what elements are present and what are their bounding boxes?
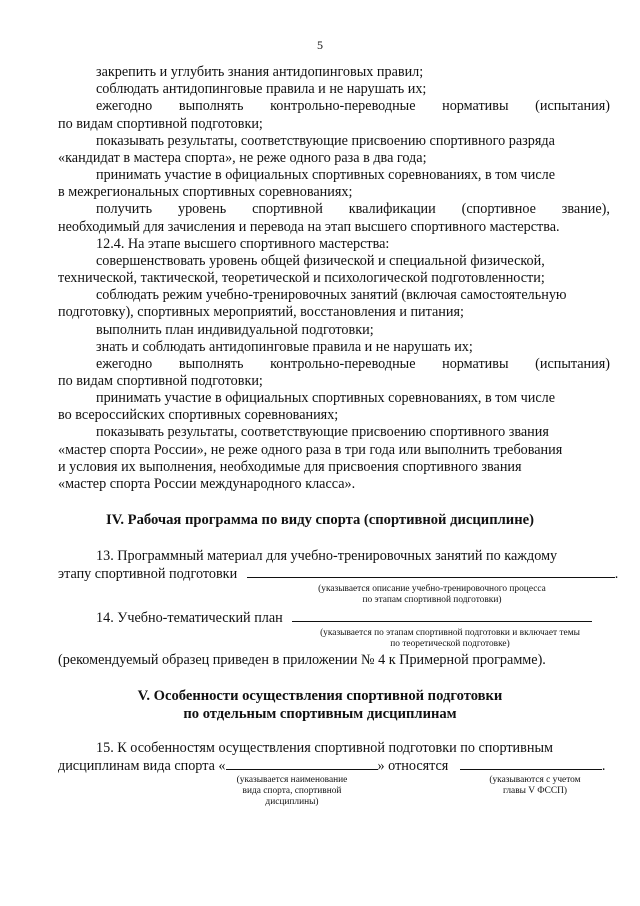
text-line: показывать результаты, соответствующие присвоению спортивного разряда: [96, 133, 555, 149]
note-line: по этапам спортивной подготовки): [362, 595, 502, 605]
text-line: знать и соблюдать антидопинговые правила и не нарушать их;: [96, 339, 473, 355]
text-line: принимать участие в официальных спортивных соревнованиях, в том числе: [96, 390, 556, 406]
fill-in-line: [292, 609, 592, 622]
text: » относятся: [377, 758, 449, 774]
text: 14. Учебно-тематический план: [96, 610, 283, 626]
text-line: [96, 609, 592, 627]
fill-in-line: [460, 757, 602, 770]
word: ежегодно: [96, 98, 153, 114]
text-line: по видам спортивной подготовки;: [58, 116, 263, 132]
footnote-hint: [290, 628, 610, 650]
note-line: (указываются с учетом: [489, 775, 581, 785]
text-line: необходимый для зачисления и перевода на этап высшего спортивного мастерства.: [58, 219, 560, 235]
note-line: (указывается наименование: [236, 775, 348, 785]
text-line: «мастер спорта России», не реже одного раза в три года или выполнить требования: [58, 442, 563, 458]
fill-in-line: [226, 757, 378, 770]
word: (испытания): [535, 356, 610, 372]
text-line: по видам спортивной подготовки;: [58, 373, 263, 389]
fill-in-line: [247, 565, 615, 578]
note-line: (указывается по этапам спортивной подготовки и включает темы: [320, 628, 580, 638]
text-line: «кандидат в мастера спорта», не реже одного раза в два года;: [58, 150, 427, 166]
justified-line: [96, 356, 610, 373]
text-line: выполнить план индивидуальной подготовки;: [96, 322, 374, 338]
text-line: в межрегиональных спортивных соревнованиях;: [58, 184, 353, 200]
text: дисциплинам вида спорта «: [58, 758, 226, 774]
text-line: показывать результаты, соответствующие присвоению спортивного звания: [96, 424, 549, 440]
word: контрольно-переводные: [270, 356, 416, 372]
text: этапу спортивной подготовки: [58, 566, 238, 582]
text-line: закрепить и углубить знания антидопинговых правил;: [96, 64, 424, 80]
word: спортивной: [252, 201, 323, 217]
footnote-hint: [465, 775, 605, 797]
text-line: во всероссийских спортивных соревнованиях;: [58, 407, 339, 423]
page-number: 5: [317, 38, 323, 52]
word: квалификации: [348, 201, 436, 217]
word: выполнять: [178, 356, 244, 372]
word: (спортивное: [461, 201, 536, 217]
text-line: 12.4. На этапе высшего спортивного мастерства:: [96, 236, 390, 252]
text-line: соблюдать режим учебно-тренировочных занятий (включая самостоятельную: [96, 287, 567, 303]
word: звание),: [561, 201, 610, 217]
text-line: дисциплинам вида спорта « » относятся .: [58, 758, 606, 774]
note-line: вида спорта, спортивной: [242, 786, 342, 796]
word: уровень: [177, 201, 227, 217]
note-line: дисциплины): [265, 797, 319, 807]
note-line: (указывается описание учебно-тренировочного процесса: [318, 584, 546, 594]
footnote-hint: [222, 775, 362, 808]
text-line: технической, тактической, теоретической и психологической подготовленности;: [58, 270, 545, 286]
word: контрольно-переводные: [270, 98, 416, 114]
text-line: «мастер спорта России международного класса».: [58, 476, 356, 492]
footnote-hint: [262, 584, 602, 606]
text-line: этапу спортивной подготовки .: [58, 566, 619, 582]
text-line: 13. Программный материал для учебно-тренировочных занятий по каждому: [96, 548, 558, 564]
section-heading: V. Особенности осуществления спортивной подготовки: [137, 688, 503, 704]
word: нормативы: [442, 98, 509, 114]
word: (испытания): [535, 98, 610, 114]
word: нормативы: [442, 356, 509, 372]
text-line: подготовку), спортивных мероприятий, восстановления и питания;: [58, 304, 464, 320]
text-line: принимать участие в официальных спортивных соревнованиях, в том числе: [96, 167, 556, 183]
section-heading: IV. Рабочая программа по виду спорта (спортивной дисциплине): [106, 512, 534, 528]
section-heading: по отдельным спортивным дисциплинам: [183, 706, 457, 722]
note-line: по теоретической подготовке): [390, 639, 510, 649]
justified-line: [96, 98, 610, 115]
justified-line: [96, 201, 610, 218]
text-line: (рекомендуемый образец приведен в приложении № 4 к Примерной программе).: [58, 652, 546, 668]
text-line: соблюдать антидопинговые правила и не нарушать их;: [96, 81, 427, 97]
note-line: главы V ФССП): [502, 786, 568, 796]
text-line: и условия их выполнения, необходимые для присвоения спортивного звания: [58, 459, 522, 475]
word: получить: [96, 201, 153, 217]
word: ежегодно: [96, 356, 153, 372]
text-line: совершенствовать уровень общей физической и специальной физической,: [96, 253, 545, 269]
word: выполнять: [178, 98, 244, 114]
text-line: 15. К особенностям осуществления спортивной подготовки по спортивным: [96, 740, 553, 756]
